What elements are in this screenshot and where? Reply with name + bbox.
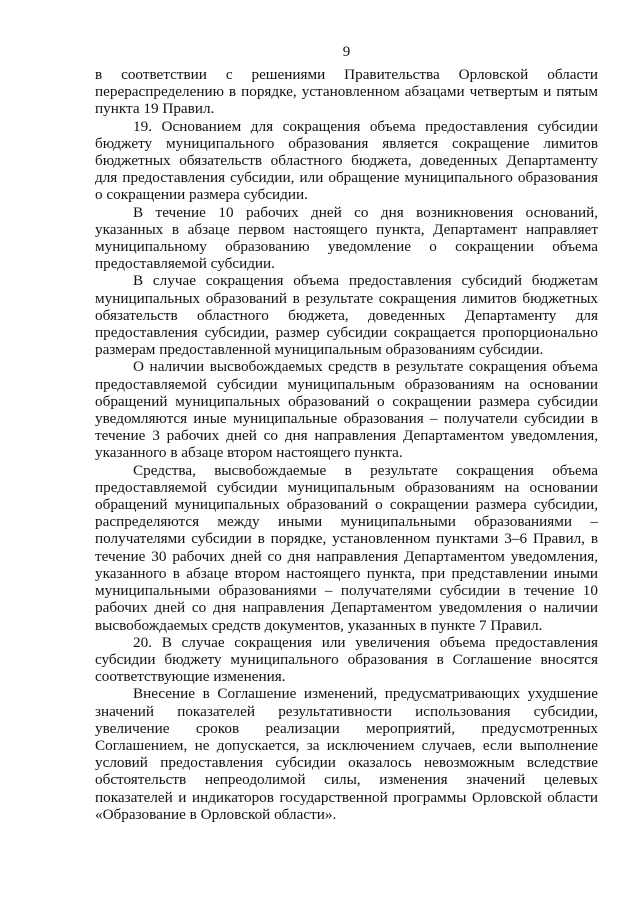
page-number: 9	[342, 44, 351, 60]
paragraph-item-20: 20. В случае сокращения или увеличения объема предоставления субсидии бюджету муниципального образования в Соглашение вносятся соответствующие изменения.	[95, 633, 598, 686]
paragraph-notification-deadline: В течение 10 рабочих дней со дня возникновения оснований, указанных в абзаце первом настоящего пункта, Департамент направляет муниципальному образованию уведомление о сокращении объема предоставляемой субсидии.	[95, 203, 598, 273]
paragraph-released-funds-distribution: Средства, высвобождаемые в результате сокращения объема предоставляемой субсидии муниципальным образованиям на основании обращений муниципальных образований о сокращении размера субсидии, распределяются между иными муниципальными образованиями – получателями субсидии в порядке, установленном пунктами 3–6 Правил, в течение 30 рабочих дней со дня направления Департаментом уведомления, указанного в абзаце втором настоящего пункта, при представлении иными муниципальными образованиями – получателями субсидии в течение 10 рабочих дней со дня направления Департаментом уведомления о наличии высвобождаемых средств документов, указанных в пункте 7 Правил.	[95, 461, 598, 634]
document-page	[95, 42, 598, 823]
paragraph-item-19: 19. Основанием для сокращения объема предоставления субсидии бюджету муниципального образования является сокращение лимитов бюджетных обязательств областного бюджета, доведенных Департаменту для предоставления субсидии, или обращение муниципального образования о сокращении размера субсидии.	[95, 117, 598, 204]
paragraph-continuation: в соответствии с решениями Правительства Орловской области перераспределению в порядке, установленном абзацами четвертым и пятым пункта 19 Правил.	[95, 66, 598, 118]
paragraph-agreement-amendments: Внесение в Соглашение изменений, предусматривающих ухудшение значений показателей результативности использования субсидии, увеличение сроков реализации мероприятий, предусмотренных Соглашением, не допускается, за исключением случаев, если выполнение условий предоставления субсидии оказалось невозможным вследствие обстоятельств непреодолимой силы, изменения значений целевых показателей и индикаторов государственной программы Орловской области «Образование в Орловской области».	[95, 685, 598, 823]
paragraph-proportional-reduction: В случае сокращения объема предоставления субсидий бюджетам муниципальных образований в результате сокращения лимитов бюджетных обязательств областного бюджета, доведенных Департаменту для предоставления субсидии, размер субсидии сокращается пропорционально размерам предоставленной муниципальным образованиям субсидии.	[95, 272, 598, 359]
paragraph-released-funds-notice: О наличии высвобождаемых средств в результате сокращения объема предоставляемой субсидии муниципальным образованиям на основании обращений муниципальных образований о сокращении размера субсидии уведомляются иные муниципальные образования – получатели субсидии в течение 3 рабочих дней со дня направления Департаментом уведомления, указанного в абзаце втором настоящего пункта.	[95, 358, 598, 462]
